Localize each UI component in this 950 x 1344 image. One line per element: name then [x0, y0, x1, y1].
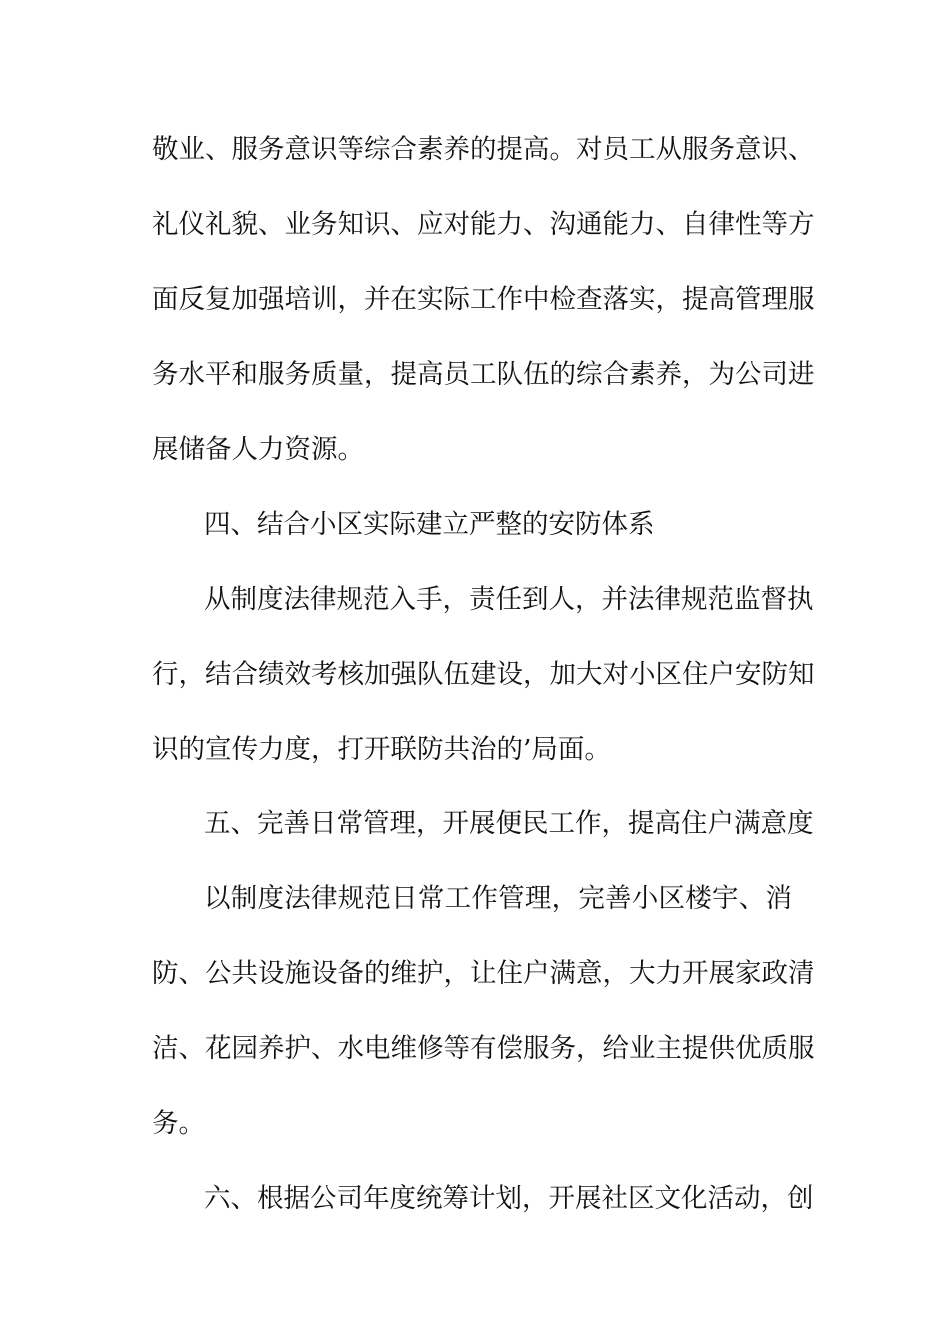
- paragraph-line: 洁、花园养护、水电维修等有偿服务，给业主提供优质服: [152, 1033, 815, 1064]
- paragraph-line: 行，结合绩效考核加强队伍建设，加大对小区住户安防知: [152, 659, 815, 690]
- section-heading: 五、完善日常管理，开展便民工作，提高住户满意度: [204, 808, 814, 839]
- paragraph-line: 务水平和服务质量，提高员工队伍的综合素养，为公司进: [152, 359, 815, 390]
- paragraph-line: 面反复加强培训，并在实际工作中检查落实，提高管理服: [152, 284, 815, 315]
- paragraph-line: 敬业、服务意识等综合素养的提高。对员工从服务意识、: [152, 134, 815, 165]
- section-heading: 四、结合小区实际建立严整的安防体系: [204, 509, 655, 540]
- paragraph-line: 从制度法律规范入手，责任到人，并法律规范监督执: [204, 584, 814, 615]
- paragraph-line: 防、公共设施设备的维护，让住户满意，大力开展家政清: [152, 958, 815, 989]
- paragraph-line: 以制度法律规范日常工作管理，完善小区楼宇、消: [204, 883, 792, 914]
- paragraph-line: 礼仪礼貌、业务知识、应对能力、沟通能力、自律性等方: [152, 209, 815, 240]
- paragraph-line: 务。: [152, 1108, 205, 1139]
- section-heading: 六、根据公司年度统筹计划，开展社区文化活动，创: [204, 1183, 814, 1214]
- paragraph-line: 展储备人力资源。: [152, 434, 364, 465]
- paragraph-line: 识的宣传力度，打开联防共治的’局面。: [152, 734, 611, 765]
